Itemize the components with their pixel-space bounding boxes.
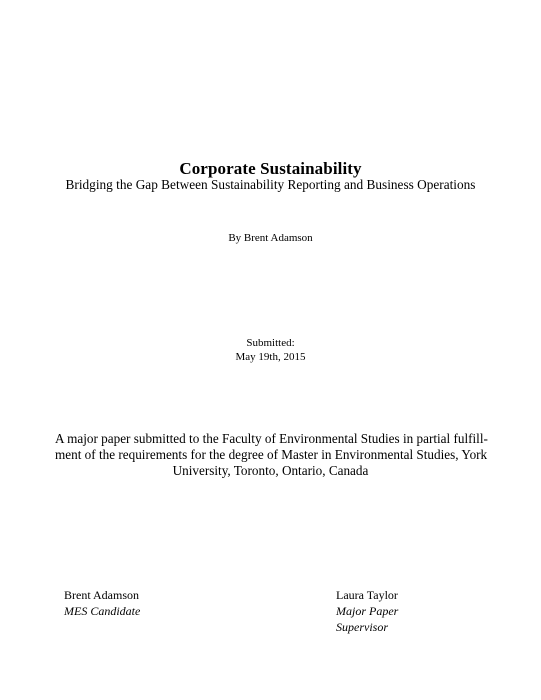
description-line: University, Toronto, Ontario, Canada	[172, 463, 369, 478]
author-line: By Brent Adamson	[228, 232, 313, 244]
candidate-name: Brent Adamson	[64, 588, 139, 602]
description-line: ment of the requirements for the degree of Master in Environmental Studies, York	[55, 447, 488, 462]
paper-title: Corporate Sustainability	[179, 159, 362, 178]
paper-subtitle: Bridging the Gap Between Sustainability Reporting and Business Operations	[65, 177, 476, 192]
paper-description	[55, 431, 486, 479]
submitted-label: Submitted:	[246, 337, 295, 349]
supervisor-role-line2: Supervisor	[336, 620, 388, 634]
supervisor-name: Laura Taylor	[336, 588, 398, 602]
candidate-signature-block	[64, 587, 140, 619]
supervisor-signature-block	[336, 587, 398, 635]
supervisor-role-line1: Major Paper	[336, 604, 399, 618]
candidate-role: MES Candidate	[64, 604, 141, 618]
description-line: A major paper submitted to the Faculty of Environmental Studies in partial fulfill-	[55, 431, 488, 446]
submitted-date: May 19th, 2015	[235, 351, 306, 363]
